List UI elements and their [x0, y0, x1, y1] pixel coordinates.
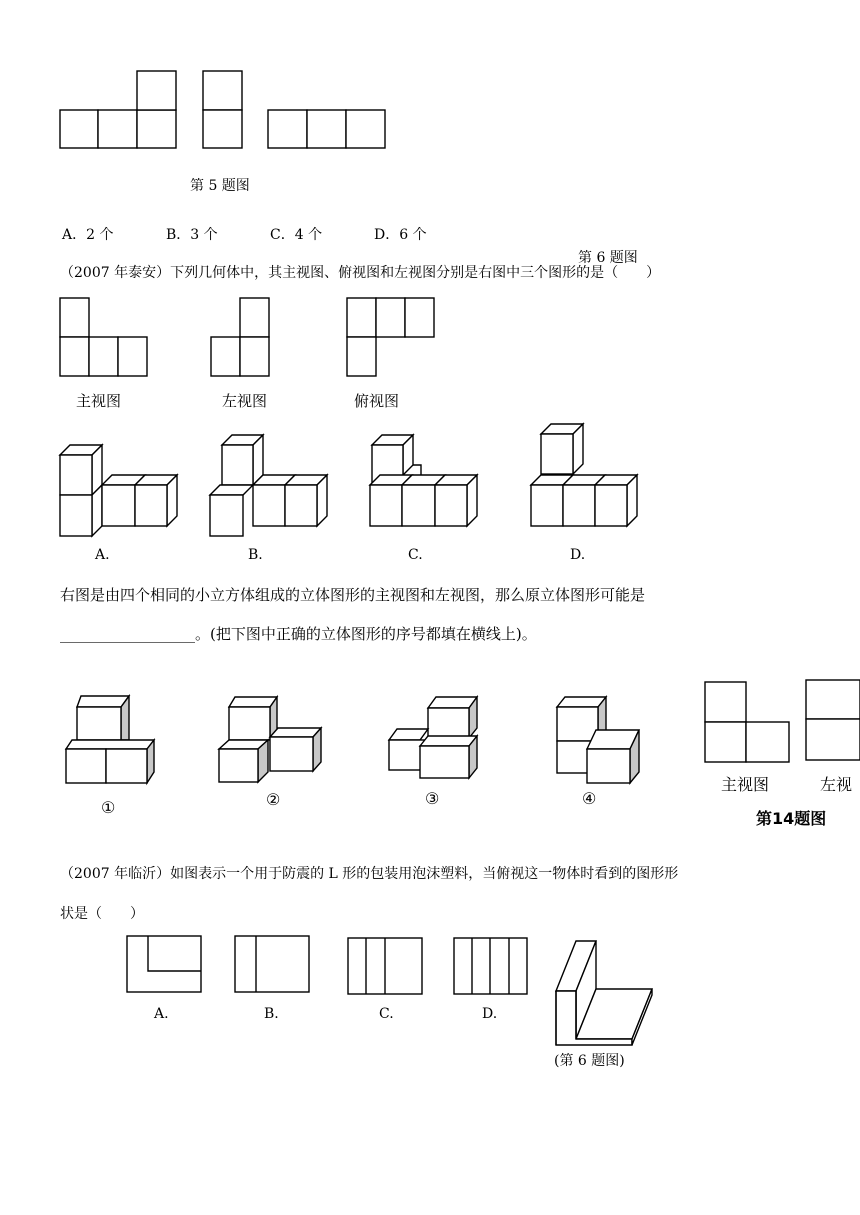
- q14-left-view: [806, 680, 860, 760]
- linyi-question-line2: 状是（ ）: [60, 906, 144, 922]
- q14-front-view-label: 主视图: [721, 775, 770, 794]
- linyi-question-line1: （2007 年临沂）如图表示一个用于防震的 L 形的包装用泡沫塑料，当俯视这一物体时看到的图形形: [60, 866, 679, 882]
- linyi-option-c-figure: [348, 938, 422, 994]
- q6-option-a: A.: [95, 547, 110, 563]
- q6-left-view-label: 左视图: [222, 392, 268, 410]
- q6-front-view: [60, 298, 147, 376]
- linyi-option-d-figure: [454, 938, 527, 994]
- q14-left-view-label: 左视: [820, 775, 853, 794]
- q14-fig-caption: 第14题图: [756, 809, 827, 828]
- linyi-option-c: C.: [379, 1006, 394, 1022]
- q14-solid-4: [557, 697, 639, 783]
- q14-solid-2: [219, 697, 321, 782]
- q14-label-1: ①: [101, 798, 116, 817]
- q14-front-view: [705, 682, 789, 762]
- q6-question: （2007 年泰安）下列几何体中，其主视图、俯视图和左视图分别是右图中三个图形的是（ ）: [60, 265, 661, 281]
- linyi-option-a-figure: [127, 936, 201, 992]
- q6-top-view-label: 俯视图: [354, 392, 400, 410]
- q6-left-view: [211, 298, 269, 376]
- fig5-side-view: [203, 71, 242, 148]
- linyi-option-b-figure: [235, 936, 309, 992]
- q6-option-b: B.: [248, 547, 263, 563]
- l-shaped-foam-solid: [556, 941, 652, 1045]
- q14-label-4: ④: [582, 789, 597, 808]
- q6-solid-b: [210, 435, 327, 536]
- q14-label-2: ②: [266, 790, 281, 809]
- q14-solid-3: [389, 697, 477, 778]
- fig5-top-view: [268, 110, 385, 148]
- q6-solid-d: [531, 424, 637, 526]
- q14-question-line2: __________________。(把下图中正确的立体图形的序号都填在横线上)。: [60, 625, 537, 643]
- q6-solid-a: [60, 445, 177, 536]
- fig6-caption: 第 6 题图: [578, 250, 638, 266]
- q6-top-view: [347, 298, 434, 376]
- fig5-front-view: [60, 71, 176, 148]
- q6-front-view-label: 主视图: [76, 392, 122, 410]
- q6-option-c: C.: [408, 547, 423, 563]
- q5-option-a: A．2 个: [62, 227, 114, 243]
- q14-solid-1: [66, 696, 154, 783]
- linyi-option-a: A.: [154, 1006, 169, 1022]
- linyi-option-b: B.: [264, 1006, 279, 1022]
- linyi-fig-caption: (第 6 题图): [554, 1053, 625, 1069]
- q5-option-c: C．4 个: [270, 227, 323, 243]
- q5-option-d: D．6 个: [374, 227, 427, 243]
- q14-label-3: ③: [425, 789, 440, 808]
- q5-option-b: B．3 个: [166, 227, 218, 243]
- fig5-caption: 第 5 题图: [190, 178, 250, 194]
- linyi-option-d: D.: [482, 1006, 498, 1022]
- q6-option-d: D.: [570, 547, 586, 563]
- q14-question-line1: 右图是由四个相同的小立方体组成的立体图形的主视图和左视图，那么原立体图形可能是: [60, 586, 646, 604]
- q6-solid-c: [370, 435, 477, 526]
